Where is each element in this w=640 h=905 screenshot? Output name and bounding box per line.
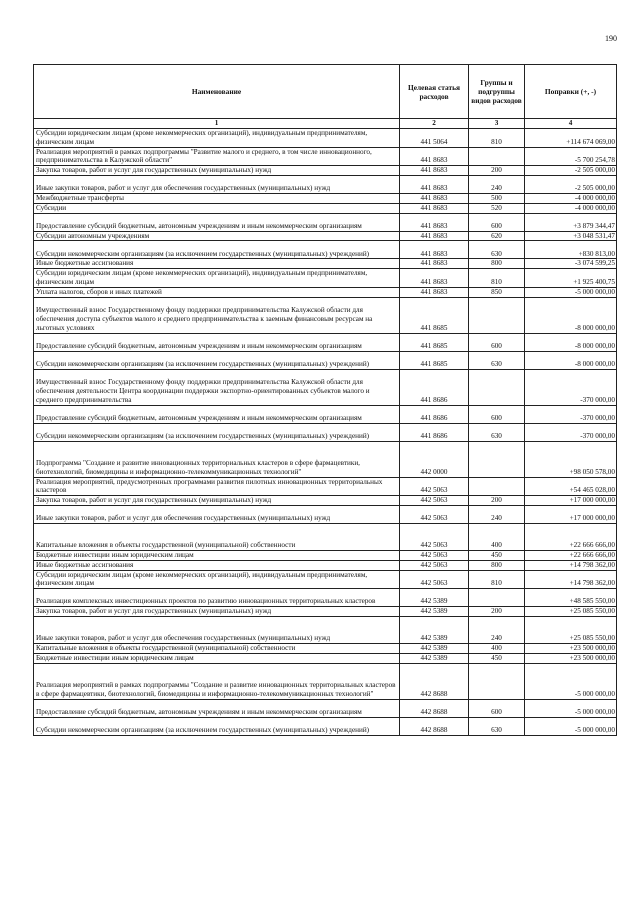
row-name: Бюджетные инвестиции иным юридическим лицам [34,550,400,560]
table-row [34,589,617,607]
row-group-code: 600 [469,405,525,423]
row-amendment: -4 000 000,00 [525,193,617,203]
row-article-code: 441 8683 [400,175,469,193]
row-group-code [469,297,525,333]
row-group-code: 630 [469,423,525,441]
table-row [34,175,617,193]
row-amendment: +1 925 400,75 [525,269,617,288]
table-row [34,147,617,166]
row-amendment: +3 048 531,47 [525,231,617,241]
row-name: Подпрограмма "Создание и развитие инновационных территориальных кластеров в сфере фармацевтики, биотехнологий, биомедицины и информационно-телекоммуникационных технологий" [34,441,400,477]
row-article-code: 441 8685 [400,297,469,333]
table-row [34,699,617,717]
row-group-code: 600 [469,213,525,231]
row-name: Субсидии некоммерческим организациям (за исключением государственных (муниципальных) учреждений) [34,351,400,369]
row-article-code: 441 8686 [400,369,469,405]
column-number: 4 [525,119,617,129]
column-number: 3 [469,119,525,129]
row-group-code: 810 [469,129,525,148]
table-row [34,269,617,288]
row-article-code: 442 8688 [400,717,469,735]
table-row [34,441,617,477]
table-row [34,405,617,423]
row-amendment: -370 000,00 [525,423,617,441]
row-amendment: +22 666 666,00 [525,550,617,560]
table-row [34,287,617,297]
row-amendment: +14 798 362,00 [525,560,617,570]
column-number: 2 [400,119,469,129]
row-group-code: 400 [469,523,525,550]
row-group-code: 630 [469,241,525,259]
row-amendment: -8 000 000,00 [525,333,617,351]
table-row [34,259,617,269]
row-group-code: 240 [469,505,525,523]
row-name: Иные бюджетные ассигнования [34,560,400,570]
row-article-code: 442 5063 [400,477,469,496]
row-amendment: +14 798 362,00 [525,570,617,589]
row-article-code: 441 8683 [400,259,469,269]
row-name: Предоставление субсидий бюджетным, автономным учреждениям и иным некоммерческим организациям [34,405,400,423]
row-amendment: -8 000 000,00 [525,297,617,333]
row-amendment: +114 674 069,00 [525,129,617,148]
row-name: Реализация мероприятий в рамках подпрограммы "Создание и развитие инновационных территориальных кластеров в сфере фармацевтики, биотехнологий, биомедицины и информационно-телекоммуникационных технологий" [34,663,400,699]
row-name: Имущественный взнос Государственному фонду поддержки предпринимательства Калужской области для обеспечения деятельности Центра координации поддержки экспортно-ориентированных субъектов малого и среднего предпринимательства [34,369,400,405]
row-name: Реализация мероприятий, предусмотренных программами развития пилотных инновационных территориальных кластеров [34,477,400,496]
row-article-code: 441 8683 [400,213,469,231]
table-row [34,203,617,213]
row-amendment: +17 000 000,00 [525,496,617,506]
table-row [34,477,617,496]
row-group-code: 450 [469,550,525,560]
row-amendment: -8 000 000,00 [525,351,617,369]
row-article-code: 441 8686 [400,405,469,423]
row-amendment: +48 585 550,00 [525,589,617,607]
row-article-code: 442 8688 [400,699,469,717]
table-row [34,523,617,550]
row-amendment: +25 085 550,00 [525,616,617,643]
row-amendment: +23 500 000,00 [525,643,617,653]
row-name: Реализация мероприятий в рамках подпрограммы "Развитие малого и среднего, в том числе инновационного, предпринимательства в Калужской области" [34,147,400,166]
row-name: Предоставление субсидий бюджетным, автономным учреждениям и иным некоммерческим организациям [34,699,400,717]
column-number: 1 [34,119,400,129]
table-row [34,717,617,735]
table-row [34,505,617,523]
row-group-code: 240 [469,616,525,643]
table-row [34,297,617,333]
row-article-code: 442 5389 [400,607,469,617]
row-name: Закупка товаров, работ и услуг для государственных (муниципальных) нужд [34,496,400,506]
row-name: Субсидии юридическим лицам (кроме некоммерческих организаций), индивидуальным предпринимателям, физическим лицам [34,570,400,589]
row-article-code: 442 5063 [400,523,469,550]
row-group-code: 520 [469,203,525,213]
row-name: Реализация комплексных инвестиционных проектов по развитию инновационных территориальных кластеров [34,589,400,607]
row-amendment: -4 000 000,00 [525,203,617,213]
table-header-row [34,65,617,119]
row-name: Субсидии некоммерческим организациям (за исключением государственных (муниципальных) учреждений) [34,241,400,259]
row-article-code: 441 8683 [400,231,469,241]
row-group-code: 850 [469,287,525,297]
row-article-code: 441 8683 [400,241,469,259]
table-row [34,570,617,589]
row-article-code: 442 5389 [400,643,469,653]
row-article-code: 441 8683 [400,269,469,288]
table-row [34,653,617,663]
row-amendment: +22 666 666,00 [525,523,617,550]
row-amendment: -370 000,00 [525,369,617,405]
header-amend: Поправки (+, -) [525,65,617,119]
row-group-code: 600 [469,333,525,351]
row-group-code [469,369,525,405]
row-amendment: -3 074 599,25 [525,259,617,269]
table-row [34,333,617,351]
row-group-code: 500 [469,193,525,203]
row-name: Субсидии некоммерческим организациям (за исключением государственных (муниципальных) учреждений) [34,423,400,441]
row-group-code [469,441,525,477]
row-group-code: 400 [469,643,525,653]
row-name: Имущественный взнос Государственному фонду поддержки предпринимательства Калужской области для обеспечения доступа субъектов малого и среднего предпринимательства к заемным финансовым ресурсам на льготных условиях [34,297,400,333]
table-row [34,193,617,203]
table-row [34,129,617,148]
row-name: Предоставление субсидий бюджетным, автономным учреждениям и иным некоммерческим организациям [34,213,400,231]
row-amendment: -5 000 000,00 [525,663,617,699]
row-amendment: -5 000 000,00 [525,717,617,735]
budget-table [33,64,617,736]
row-article-code: 442 5063 [400,560,469,570]
table-row [34,550,617,560]
row-name: Иные закупки товаров, работ и услуг для обеспечения государственных (муниципальных) нужд [34,505,400,523]
row-article-code: 442 8688 [400,663,469,699]
row-name: Иные бюджетные ассигнования [34,259,400,269]
header-group: Группы и подгруппы видов расходов [469,65,525,119]
row-amendment: -5 000 000,00 [525,287,617,297]
row-name: Капитальные вложения в объекты государственной (муниципальной) собственности [34,523,400,550]
row-article-code: 442 0000 [400,441,469,477]
row-name: Иные закупки товаров, работ и услуг для обеспечения государственных (муниципальных) нужд [34,175,400,193]
row-article-code: 441 8685 [400,333,469,351]
row-article-code: 441 8685 [400,351,469,369]
row-amendment: +98 050 578,00 [525,441,617,477]
table-row [34,213,617,231]
row-article-code: 442 5063 [400,496,469,506]
row-amendment: -5 700 254,78 [525,147,617,166]
row-article-code: 442 5063 [400,550,469,560]
row-name: Капитальные вложения в объекты государственной (муниципальной) собственности [34,643,400,653]
table-row [34,643,617,653]
row-name: Закупка товаров, работ и услуг для государственных (муниципальных) нужд [34,166,400,176]
row-group-code: 240 [469,175,525,193]
row-group-code [469,663,525,699]
row-amendment: +830 813,00 [525,241,617,259]
row-group-code [469,147,525,166]
row-name: Субсидии юридическим лицам (кроме некоммерческих организаций), индивидуальным предпринимателям, физическим лицам [34,129,400,148]
row-article-code: 442 5063 [400,570,469,589]
table-row [34,369,617,405]
row-article-code: 441 8686 [400,423,469,441]
table-row [34,423,617,441]
row-group-code: 800 [469,560,525,570]
table-row [34,616,617,643]
row-group-code: 620 [469,231,525,241]
row-amendment: +23 500 000,00 [525,653,617,663]
row-article-code: 442 5389 [400,616,469,643]
row-group-code: 810 [469,570,525,589]
row-group-code: 800 [469,259,525,269]
row-group-code: 200 [469,607,525,617]
table-row [34,496,617,506]
row-name: Субсидии юридическим лицам (кроме некоммерческих организаций), индивидуальным предпринимателям, физическим лицам [34,269,400,288]
row-article-code: 442 5063 [400,505,469,523]
row-article-code: 441 8683 [400,193,469,203]
row-name: Предоставление субсидий бюджетным, автономным учреждениям и иным некоммерческим организациям [34,333,400,351]
table-row [34,560,617,570]
row-amendment: +25 085 550,00 [525,607,617,617]
row-article-code: 441 8683 [400,203,469,213]
table-row [34,607,617,617]
row-group-code: 600 [469,699,525,717]
row-amendment: -2 505 000,00 [525,175,617,193]
row-article-code: 441 8683 [400,287,469,297]
table-row [34,351,617,369]
row-amendment: +54 465 028,00 [525,477,617,496]
row-article-code: 441 8683 [400,147,469,166]
row-article-code: 442 5389 [400,589,469,607]
row-name: Субсидии автономным учреждениям [34,231,400,241]
row-article-code: 441 5064 [400,129,469,148]
row-group-code: 450 [469,653,525,663]
column-number-row [34,119,617,129]
table-row [34,166,617,176]
row-group-code: 630 [469,351,525,369]
row-group-code: 630 [469,717,525,735]
row-group-code: 200 [469,496,525,506]
table-row [34,231,617,241]
row-amendment: -370 000,00 [525,405,617,423]
row-group-code: 810 [469,269,525,288]
header-name: Наименование [34,65,400,119]
row-article-code: 441 8683 [400,166,469,176]
row-amendment: +17 000 000,00 [525,505,617,523]
row-name: Закупка товаров, работ и услуг для государственных (муниципальных) нужд [34,607,400,617]
header-article: Целевая статья расходов [400,65,469,119]
row-amendment: -2 505 000,00 [525,166,617,176]
row-name: Субсидии некоммерческим организациям (за исключением государственных (муниципальных) учреждений) [34,717,400,735]
row-group-code: 200 [469,166,525,176]
table-row [34,241,617,259]
table-row [34,663,617,699]
row-amendment: -5 000 000,00 [525,699,617,717]
row-name: Бюджетные инвестиции иным юридическим лицам [34,653,400,663]
row-group-code [469,477,525,496]
row-name: Уплата налогов, сборов и иных платежей [34,287,400,297]
row-name: Межбюджетные трансферты [34,193,400,203]
row-group-code [469,589,525,607]
page-number: 190 [605,34,617,43]
row-name: Иные закупки товаров, работ и услуг для обеспечения государственных (муниципальных) нужд [34,616,400,643]
row-amendment: +3 879 344,47 [525,213,617,231]
row-article-code: 442 5389 [400,653,469,663]
row-name: Субсидии [34,203,400,213]
